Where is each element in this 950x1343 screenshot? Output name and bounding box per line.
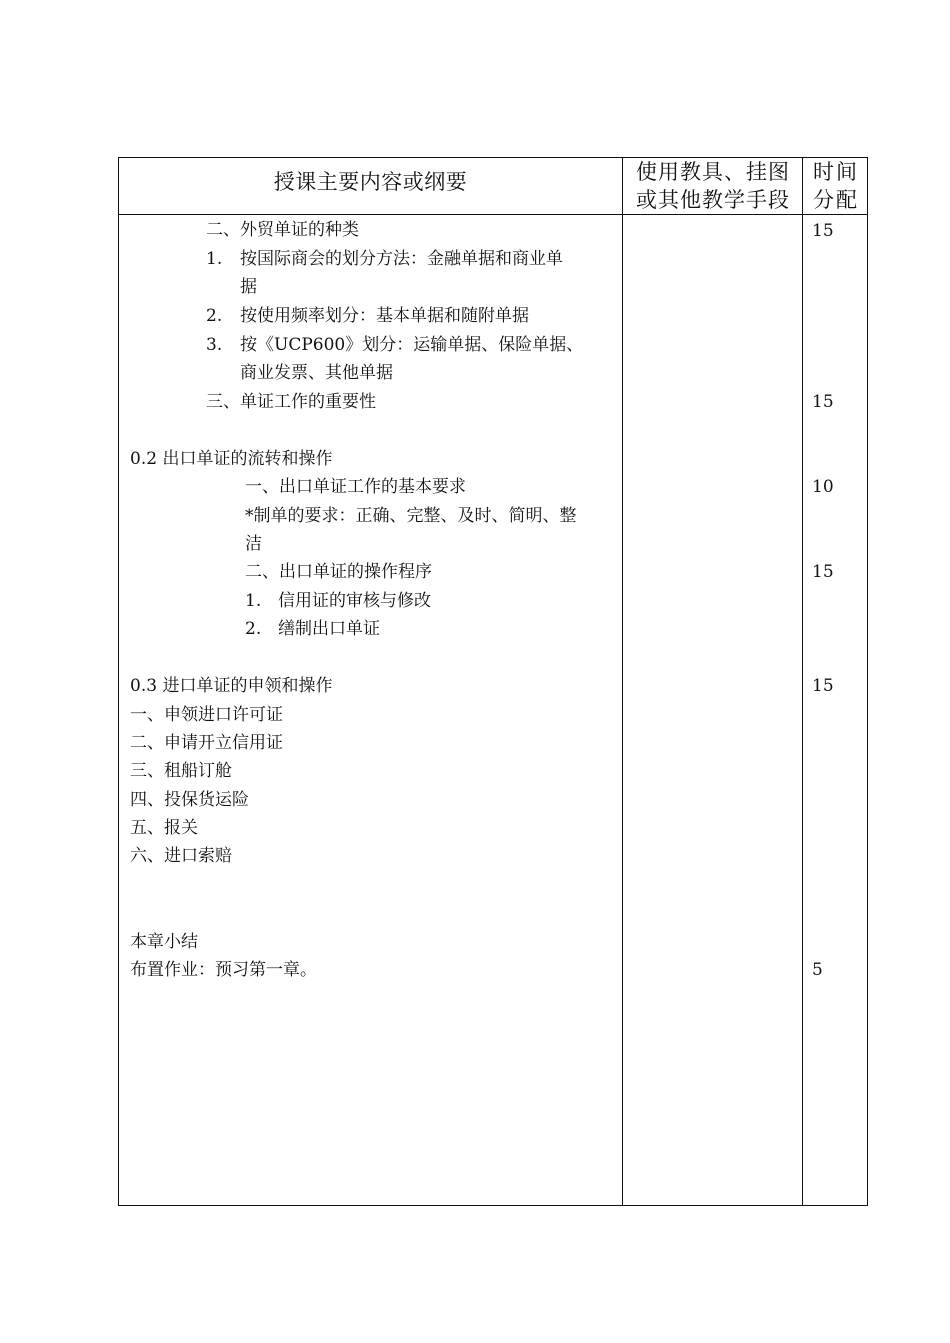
list-item: 缮制出口单证 [278, 619, 380, 639]
list-item-continuation: 商业发票、其他单据 [240, 363, 393, 383]
header-divider [119, 214, 867, 215]
section-heading: 二、外贸单证的种类 [206, 220, 359, 240]
list-number: 2. [206, 306, 223, 326]
header-tools-line1: 使用教具、挂图 [636, 160, 790, 184]
section-heading: 二、出口单证的操作程序 [245, 562, 432, 582]
list-item: 按使用频率划分：基本单据和随附单据 [240, 306, 529, 326]
list-item: 按《UCP600》划分：运输单据、保险单据、 [240, 335, 584, 355]
header-tools [626, 158, 800, 214]
column-divider [622, 158, 623, 1205]
list-item: 按国际商会的划分方法：金融单据和商业单 [240, 249, 563, 269]
section-heading: 三、单证工作的重要性 [206, 392, 376, 412]
list-item: 六、进口索赔 [130, 846, 232, 866]
list-item: 一、申领进口许可证 [130, 705, 283, 725]
chapter-section-title: 0.3 进口单证的申领和操作 [130, 676, 333, 696]
homework-assignment: 布置作业：预习第一章。 [130, 960, 317, 980]
header-time-line1: 时间 [813, 160, 859, 184]
header-content: 授课主要内容或纲要 [273, 170, 468, 194]
list-item: 信用证的审核与修改 [278, 591, 431, 611]
list-item: 三、租船订舱 [130, 761, 232, 781]
time-value: 15 [812, 221, 834, 241]
time-value: 15 [812, 562, 834, 582]
list-item: 二、申请开立信用证 [130, 733, 283, 753]
header-time [806, 158, 866, 214]
list-item: 五、报关 [130, 818, 198, 838]
list-number: 1. [245, 591, 262, 611]
list-item: 四、投保货运险 [130, 790, 249, 810]
requirement-text-continuation: 洁 [245, 534, 262, 554]
section-heading: 一、出口单证工作的基本要求 [245, 477, 466, 497]
time-value: 5 [812, 960, 823, 980]
list-number: 2. [245, 619, 262, 639]
header-tools-line2: 或其他教学手段 [636, 188, 790, 212]
requirement-text: *制单的要求：正确、完整、及时、简明、整 [245, 506, 577, 526]
time-value: 15 [812, 392, 834, 412]
list-number: 3. [206, 335, 223, 355]
chapter-section-title: 0.2 出口单证的流转和操作 [130, 449, 333, 469]
time-value: 15 [812, 676, 834, 696]
column-divider [802, 158, 803, 1205]
header-time-line2: 分配 [813, 188, 859, 212]
list-number: 1. [206, 249, 223, 269]
time-value: 10 [812, 477, 834, 497]
list-item-continuation: 据 [240, 277, 257, 297]
chapter-summary: 本章小结 [130, 932, 198, 952]
